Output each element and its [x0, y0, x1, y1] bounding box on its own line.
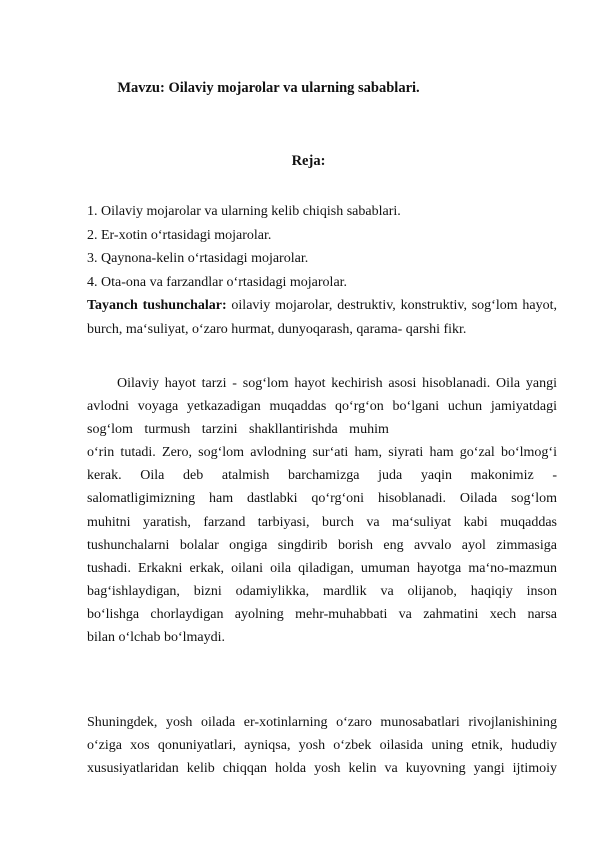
- paragraph-line: tushunchalarni bolalar ongiga singdirib borish eng avvalo ayol zimmasiga: [87, 537, 557, 553]
- plan-heading-text: Reja:: [291, 153, 326, 169]
- paragraph-line: tushadi. Erkakni erkak, oilani oila qiladigan, umuman hayotga ma‘no-mazmun: [87, 560, 557, 576]
- keywords-label: Tayanch tushunchalar:: [87, 298, 227, 313]
- plan-item: 3. Qaynona-kelin o‘rtasidagi mojarolar.: [87, 251, 309, 266]
- paragraph-line: bag‘ishlaydigan, bizni odamiylikka, mardlik va olijanob, haqiqiy inson: [87, 583, 557, 599]
- title-text: Mavzu: Oilaviy mojarolar va ularning sabablari.: [117, 80, 420, 96]
- paragraph-line: o‘ziga xos qonuniyatlari, ayniqsa, yosh o‘zbek oilasida uning etnik, hududiy: [87, 738, 557, 754]
- plan-item: 2. Er-xotin o‘rtasidagi mojarolar.: [87, 227, 272, 243]
- paragraph-line: kerak. Oila deb atalmish barchamizga juda yaqin makonimiz -: [87, 468, 557, 484]
- plan-heading: [0, 153, 597, 170]
- plan-item: 4. Ota-ona va farzandlar o‘rtasidagi mojarolar.: [87, 274, 348, 290]
- paragraph-line: Oilaviy hayot tarzi - sog‘lom hayot kechirish asosi hisoblanadi. Oila yangi: [117, 376, 557, 391]
- paragraph-line: muhitni yaratish, farzand tarbiyasi, burch va ma‘suliyat kabi muqaddas: [87, 514, 557, 530]
- plan-list: [87, 200, 557, 294]
- paragraph-line: sog‘lom turmush tarzini shakllantirishda muhim: [87, 422, 389, 438]
- paragraph-line: o‘rin tutadi. Zero, sog‘lom avlodning sur‘ati ham, siyrati ham go‘zal bo‘lmog‘i: [87, 445, 557, 461]
- plan-item: 1. Oilaviy mojarolar va ularning kelib chiqish sabablari.: [87, 204, 401, 219]
- paragraph-2: [87, 711, 557, 780]
- document-title: [0, 80, 597, 97]
- keywords-text: oilaviy mojarolar, destruktiv, konstruktiv, sog‘lom hayot, burch, ma‘suliyat, o‘zaro hurmat, dunyoqarash, qarama- qarshi fikr.: [87, 298, 557, 337]
- paragraph-line: xususiyatlaridan kelib chiqqan holda yosh kelin va kuyovning yangi ijtimoiy: [87, 761, 557, 777]
- paragraph-line: Shuningdek, yosh oilada er-xotinlarning o‘zaro munosabatlari rivojlanishining: [87, 715, 557, 730]
- paragraph-line: bilan o‘lchab bo‘lmaydi.: [87, 630, 226, 646]
- paragraph-line: avlodni voyaga yetkazadigan muqaddas qo‘rg‘on bo‘lgani uchun jamiyatdagi: [87, 399, 557, 415]
- paragraph-line: salomatligimizning ham dastlabki qo‘rg‘oni hisoblanadi. Oilada sog‘lom: [87, 491, 557, 507]
- paragraph-1: [87, 372, 557, 649]
- keywords-paragraph: [87, 294, 557, 342]
- paragraph-line: bo‘lishga chorlaydigan ayolning mehr-muhabbati va zahmatini xech narsa: [87, 606, 557, 622]
